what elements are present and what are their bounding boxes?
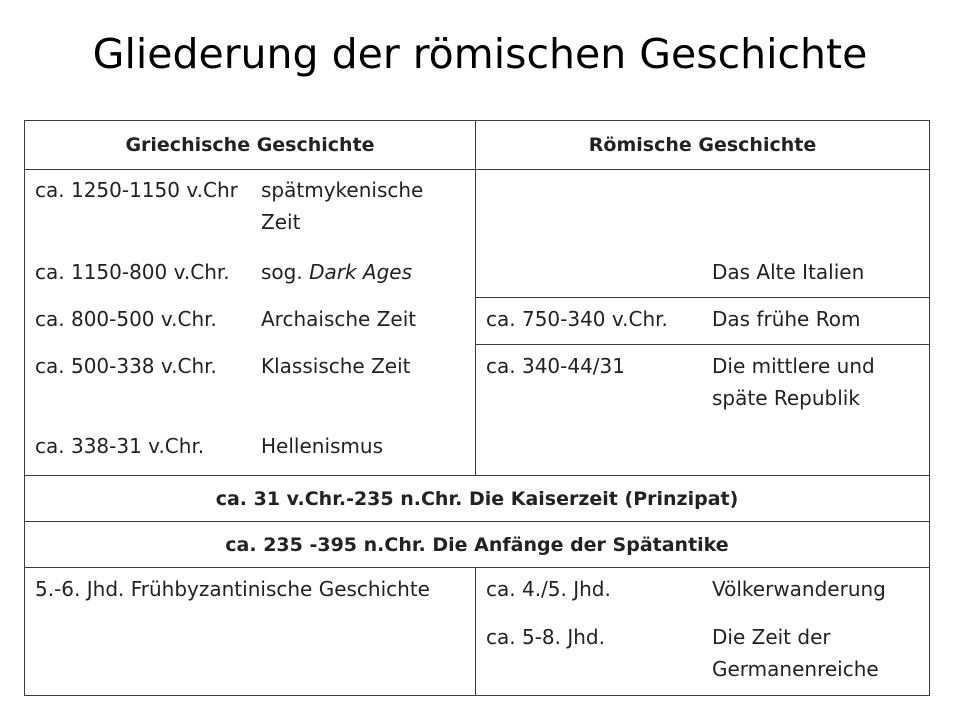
greek-period-2 <box>261 256 412 288</box>
slide-title: Gliederung der römischen Geschichte <box>92 30 868 78</box>
roman-republic-period: Die mittlere und späte Republik <box>712 354 875 410</box>
greek-period-3: Archaische Zeit <box>261 307 417 331</box>
late-period-2: Die Zeit der Germanenreiche <box>712 625 879 681</box>
late-antiquity-cell <box>475 567 930 696</box>
byzantine-text: 5.-6. Jhd. Frühbyzantinische Geschichte <box>35 577 430 601</box>
kaiserzeit-row: ca. 31 v.Chr.-235 n.Chr. Die Kaiserzeit (Prinzipat) <box>24 475 930 522</box>
greek-date-5: ca. 338-31 v.Chr. <box>35 434 205 458</box>
greek-period-2-prefix: sog. <box>261 260 310 284</box>
spaetantike-row: ca. 235 -395 n.Chr. Die Anfänge der Spätantike <box>24 521 930 568</box>
late-period-1: Völkerwanderung <box>712 577 886 601</box>
greek-period-4: Klassische Zeit <box>261 354 411 378</box>
history-table <box>24 120 930 696</box>
roman-old-italy: Das Alte Italien <box>712 260 865 284</box>
byzantine-cell <box>24 567 476 696</box>
greek-date-3: ca. 800-500 v.Chr. <box>35 307 217 331</box>
greek-date-4: ca. 500-338 v.Chr. <box>35 354 217 378</box>
greek-period-1: spätmykenische Zeit <box>261 178 424 234</box>
roman-early-period: Das frühe Rom <box>712 307 861 331</box>
greek-period-5: Hellenismus <box>261 434 383 458</box>
roman-old-italy-cell <box>475 169 930 298</box>
roman-early-rome-cell <box>475 297 930 345</box>
greek-period-2-italic: Dark Ages <box>309 260 412 284</box>
greek-history-cell <box>24 169 476 476</box>
roman-republic-cell <box>475 344 930 476</box>
roman-republic-date: ca. 340-44/31 <box>486 354 625 378</box>
late-date-2: ca. 5-8. Jhd. <box>486 625 605 649</box>
roman-early-date: ca. 750-340 v.Chr. <box>486 307 668 331</box>
greek-date-2: ca. 1150-800 v.Chr. <box>35 260 230 284</box>
header-greek: Griechische Geschichte <box>24 120 476 170</box>
header-roman: Römische Geschichte <box>475 120 930 170</box>
greek-date-1: ca. 1250-1150 v.Chr <box>35 178 238 202</box>
late-date-1: ca. 4./5. Jhd. <box>486 577 611 601</box>
